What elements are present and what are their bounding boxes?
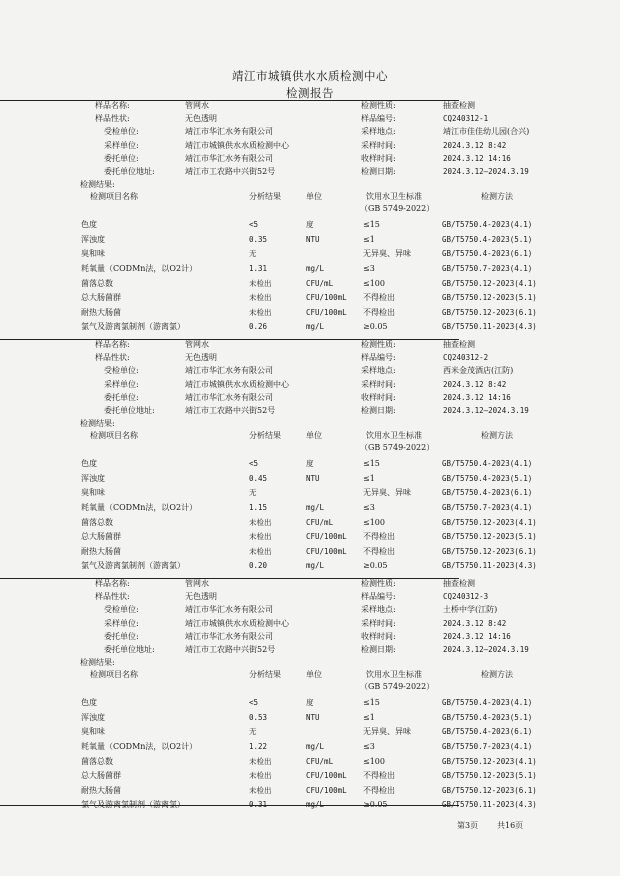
row-item: 色度 bbox=[81, 220, 97, 230]
value-test-nature: 抽查检测 bbox=[443, 340, 475, 349]
label-sample-props: 样品性状: bbox=[95, 592, 130, 602]
row-item: 臭和味 bbox=[81, 249, 105, 259]
row-unit: 度 bbox=[306, 459, 314, 469]
label-sampling-unit: 采样单位: bbox=[104, 140, 139, 150]
row-unit: CFU/100mL bbox=[306, 785, 347, 795]
label-sampling-unit: 采样单位: bbox=[104, 379, 139, 389]
row-result: 1.15 bbox=[249, 503, 268, 512]
col-result: 分析结果 bbox=[249, 431, 281, 441]
row-method: GB/T5750.12-2023(4.1) bbox=[442, 517, 537, 527]
row-item: 耐热大肠菌 bbox=[81, 307, 121, 317]
col-result: 分析结果 bbox=[249, 192, 281, 202]
label-sampling-site: 采样地点: bbox=[361, 605, 396, 615]
row-method: GB/T5750.4-2023(6.1) bbox=[442, 727, 533, 737]
row-standard: 无异臭、异味 bbox=[363, 249, 411, 259]
col-standard-sub: （GB 5749-2022） bbox=[360, 204, 435, 214]
label-sample-name: 样品名称: bbox=[95, 340, 130, 349]
row-result: 未检出 bbox=[249, 307, 272, 317]
label-sample-no: 样品编号: bbox=[361, 353, 396, 363]
row-result: 0.31 bbox=[249, 800, 268, 810]
value-sampling-site: 西米金茂酒店(江防) bbox=[443, 366, 514, 376]
row-unit: CFU/100mL bbox=[306, 307, 347, 317]
row-result: 未检出 bbox=[249, 546, 272, 556]
row-result: 0.26 bbox=[249, 322, 268, 332]
value-sampling-site: 靖江市佳佳幼儿园(合兴) bbox=[443, 127, 530, 137]
row-standard: 无异臭、异味 bbox=[363, 727, 411, 737]
page-total: 共16页 bbox=[497, 821, 524, 830]
row-unit: mg/L bbox=[306, 561, 325, 571]
row-standard: ≤3 bbox=[363, 742, 375, 751]
row-standard: ≤1 bbox=[363, 712, 375, 722]
row-standard: ≥0.05 bbox=[363, 561, 388, 571]
row-method: GB/T5750.12-2023(6.1) bbox=[442, 546, 537, 556]
value-test-date: 2024.3.12—2024.3.19 bbox=[443, 406, 529, 415]
row-unit: 度 bbox=[306, 698, 314, 708]
col-unit: 单位 bbox=[306, 192, 322, 202]
label-sample-props: 样品性状: bbox=[95, 353, 130, 363]
row-result: 未检出 bbox=[249, 517, 272, 527]
row-method: GB/T5750.11-2023(4.3) bbox=[442, 800, 537, 810]
row-method: GB/T5750.4-2023(5.1) bbox=[442, 473, 533, 483]
label-test-nature: 检测性质: bbox=[361, 101, 396, 110]
row-item: 菌落总数 bbox=[81, 517, 113, 527]
value-sample-name: 管网水 bbox=[185, 579, 209, 588]
row-item: 浑浊度 bbox=[81, 712, 105, 722]
row-standard: ≤15 bbox=[363, 459, 380, 469]
col-unit: 单位 bbox=[306, 670, 322, 680]
row-item: 臭和味 bbox=[81, 488, 105, 498]
row-standard: ≤100 bbox=[363, 756, 385, 766]
value-inspected-unit: 靖江市华汇水务有限公司 bbox=[185, 366, 273, 376]
value-sampling-unit: 靖江市城镇供水水质检测中心 bbox=[185, 618, 289, 628]
row-method: GB/T5750.11-2023(4.3) bbox=[442, 322, 537, 332]
row-result: <5 bbox=[249, 459, 259, 469]
row-item: 耗氧量（CODMn法，以O2计） bbox=[81, 503, 198, 512]
col-method: 检测方法 bbox=[481, 670, 513, 680]
row-method: GB/T5750.12-2023(4.1) bbox=[442, 756, 537, 766]
row-method: GB/T5750.4-2023(4.1) bbox=[442, 459, 533, 469]
row-standard: ≥0.05 bbox=[363, 800, 388, 810]
row-method: GB/T5750.12-2023(5.1) bbox=[442, 532, 537, 542]
row-result: 无 bbox=[249, 249, 257, 259]
row-unit: mg/L bbox=[306, 322, 325, 332]
value-receive-time: 2024.3.12 14:16 bbox=[443, 392, 511, 402]
value-sampling-time: 2024.3.12 8:42 bbox=[443, 618, 507, 628]
row-item: 色度 bbox=[81, 459, 97, 469]
row-result: 1.31 bbox=[249, 264, 268, 273]
label-test-date: 检测日期: bbox=[361, 645, 396, 654]
row-standard: ≤1 bbox=[363, 234, 375, 244]
row-result: 未检出 bbox=[249, 785, 272, 795]
label-sample-props: 样品性状: bbox=[95, 114, 130, 124]
col-method: 检测方法 bbox=[481, 431, 513, 441]
results-label: 检测结果: bbox=[80, 180, 115, 190]
row-item: 浑浊度 bbox=[81, 473, 105, 483]
row-standard: 不得检出 bbox=[363, 771, 395, 781]
value-sample-name: 管网水 bbox=[185, 101, 209, 110]
row-unit: CFU/100mL bbox=[306, 293, 347, 303]
row-standard: ≤3 bbox=[363, 503, 375, 512]
label-client-unit: 委托单位: bbox=[104, 631, 139, 641]
row-method: GB/T5750.7-2023(4.1) bbox=[442, 503, 533, 512]
label-inspected-unit: 受检单位: bbox=[104, 605, 139, 615]
value-test-date: 2024.3.12—2024.3.19 bbox=[443, 645, 529, 654]
label-sample-name: 样品名称: bbox=[95, 101, 130, 110]
label-sampling-site: 采样地点: bbox=[361, 127, 396, 137]
row-method: GB/T5750.11-2023(4.3) bbox=[442, 561, 537, 571]
row-unit: NTU bbox=[306, 473, 320, 483]
value-inspected-unit: 靖江市华汇水务有限公司 bbox=[185, 127, 273, 137]
row-result: 0.53 bbox=[249, 712, 268, 722]
label-client-address: 委托单位地址: bbox=[104, 645, 155, 654]
col-item: 检测项目名称 bbox=[90, 192, 138, 202]
row-method: GB/T5750.12-2023(4.1) bbox=[442, 278, 537, 288]
value-client-unit: 靖江市华汇水务有限公司 bbox=[185, 153, 273, 163]
label-test-date: 检测日期: bbox=[361, 167, 396, 176]
col-unit: 单位 bbox=[306, 431, 322, 441]
value-client-unit: 靖江市华汇水务有限公司 bbox=[185, 392, 273, 402]
row-method: GB/T5750.4-2023(6.1) bbox=[442, 488, 533, 498]
row-result: 0.45 bbox=[249, 473, 268, 483]
row-result: 未检出 bbox=[249, 293, 272, 303]
row-result: 1.22 bbox=[249, 742, 268, 751]
label-sampling-time: 采样时间: bbox=[361, 618, 396, 628]
label-client-address: 委托单位地址: bbox=[104, 167, 155, 176]
value-sampling-time: 2024.3.12 8:42 bbox=[443, 379, 507, 389]
value-sample-name: 管网水 bbox=[185, 340, 209, 349]
row-item: 耐热大肠菌 bbox=[81, 546, 121, 556]
row-method: GB/T5750.4-2023(5.1) bbox=[442, 712, 533, 722]
row-item: 总大肠菌群 bbox=[81, 532, 121, 542]
row-item: 耗氧量（CODMn法，以O2计） bbox=[81, 264, 198, 273]
row-result: 未检出 bbox=[249, 532, 272, 542]
value-client-address: 靖江市工农路中兴街52号 bbox=[185, 406, 276, 415]
row-result: 未检出 bbox=[249, 278, 272, 288]
label-receive-time: 收样时间: bbox=[361, 153, 396, 163]
value-test-date: 2024.3.12—2024.3.19 bbox=[443, 167, 529, 176]
value-sample-props: 无色透明 bbox=[185, 592, 217, 602]
row-standard: ≤15 bbox=[363, 220, 380, 230]
row-unit: mg/L bbox=[306, 264, 325, 273]
row-unit: CFU/100mL bbox=[306, 546, 347, 556]
row-unit: mg/L bbox=[306, 503, 325, 512]
row-method: GB/T5750.4-2023(4.1) bbox=[442, 220, 533, 230]
value-sample-no: CQ240312-1 bbox=[443, 114, 489, 124]
row-standard: ≥0.05 bbox=[363, 322, 388, 332]
row-result: 无 bbox=[249, 488, 257, 498]
label-client-address: 委托单位地址: bbox=[104, 406, 155, 415]
col-item: 检测项目名称 bbox=[90, 670, 138, 680]
row-standard: ≤15 bbox=[363, 698, 380, 708]
label-sampling-site: 采样地点: bbox=[361, 366, 396, 376]
value-sampling-unit: 靖江市城镇供水水质检测中心 bbox=[185, 140, 289, 150]
row-unit: 度 bbox=[306, 220, 314, 230]
row-item: 氯气及游离氯制剂（游离氯） bbox=[81, 561, 185, 571]
col-standard: 饮用水卫生标准 bbox=[366, 431, 422, 441]
row-method: GB/T5750.4-2023(6.1) bbox=[442, 249, 533, 259]
row-method: GB/T5750.4-2023(4.1) bbox=[442, 698, 533, 708]
row-item: 浑浊度 bbox=[81, 234, 105, 244]
label-receive-time: 收样时间: bbox=[361, 392, 396, 402]
label-test-nature: 检测性质: bbox=[361, 340, 396, 349]
row-unit: CFU/100mL bbox=[306, 771, 347, 781]
value-sample-no: CQ240312-3 bbox=[443, 592, 489, 602]
row-method: GB/T5750.12-2023(5.1) bbox=[442, 293, 537, 303]
row-standard: ≤3 bbox=[363, 264, 375, 273]
row-item: 臭和味 bbox=[81, 727, 105, 737]
row-method: GB/T5750.7-2023(4.1) bbox=[442, 264, 533, 273]
row-standard: ≤1 bbox=[363, 473, 375, 483]
label-client-unit: 委托单位: bbox=[104, 153, 139, 163]
value-test-nature: 抽查检测 bbox=[443, 579, 475, 588]
row-standard: 不得检出 bbox=[363, 293, 395, 303]
row-unit: mg/L bbox=[306, 800, 325, 810]
value-receive-time: 2024.3.12 14:16 bbox=[443, 153, 511, 163]
results-label: 检测结果: bbox=[80, 658, 115, 668]
row-result: <5 bbox=[249, 698, 259, 708]
row-item: 氯气及游离氯制剂（游离氯） bbox=[81, 322, 185, 332]
value-sample-props: 无色透明 bbox=[185, 353, 217, 363]
row-standard: 无异臭、异味 bbox=[363, 488, 411, 498]
row-result: 0.35 bbox=[249, 234, 268, 244]
row-result: <5 bbox=[249, 220, 259, 230]
label-receive-time: 收样时间: bbox=[361, 631, 396, 641]
row-standard: ≤100 bbox=[363, 278, 385, 288]
col-item: 检测项目名称 bbox=[90, 431, 138, 441]
label-sampling-time: 采样时间: bbox=[361, 140, 396, 150]
value-receive-time: 2024.3.12 14:16 bbox=[443, 631, 511, 641]
label-test-nature: 检测性质: bbox=[361, 579, 396, 588]
row-method: GB/T5750.7-2023(4.1) bbox=[442, 742, 533, 751]
label-sampling-time: 采样时间: bbox=[361, 379, 396, 389]
label-inspected-unit: 受检单位: bbox=[104, 127, 139, 137]
row-standard: 不得检出 bbox=[363, 307, 395, 317]
value-test-nature: 抽查检测 bbox=[443, 101, 475, 110]
row-unit: CFU/mL bbox=[306, 517, 334, 527]
row-item: 总大肠菌群 bbox=[81, 771, 121, 781]
row-unit: CFU/100mL bbox=[306, 532, 347, 542]
row-unit: NTU bbox=[306, 712, 320, 722]
value-sampling-time: 2024.3.12 8:42 bbox=[443, 140, 507, 150]
row-method: GB/T5750.4-2023(5.1) bbox=[442, 234, 533, 244]
value-client-address: 靖江市工农路中兴街52号 bbox=[185, 645, 276, 654]
value-inspected-unit: 靖江市华汇水务有限公司 bbox=[185, 605, 273, 615]
value-sampling-unit: 靖江市城镇供水水质检测中心 bbox=[185, 379, 289, 389]
col-standard-sub: （GB 5749-2022） bbox=[360, 443, 435, 453]
row-standard: ≤100 bbox=[363, 517, 385, 527]
label-sample-no: 样品编号: bbox=[361, 114, 396, 124]
row-standard: 不得检出 bbox=[363, 785, 395, 795]
row-unit: mg/L bbox=[306, 742, 325, 751]
label-test-date: 检测日期: bbox=[361, 406, 396, 415]
label-sampling-unit: 采样单位: bbox=[104, 618, 139, 628]
row-result: 未检出 bbox=[249, 756, 272, 766]
row-item: 总大肠菌群 bbox=[81, 293, 121, 303]
col-standard-sub: （GB 5749-2022） bbox=[360, 682, 435, 692]
row-unit: CFU/mL bbox=[306, 756, 334, 766]
value-sampling-site: 土桥中学(江防) bbox=[443, 605, 498, 615]
label-sample-no: 样品编号: bbox=[361, 592, 396, 602]
row-standard: 不得检出 bbox=[363, 546, 395, 556]
col-result: 分析结果 bbox=[249, 670, 281, 680]
results-label: 检测结果: bbox=[80, 419, 115, 429]
report-title: 检测报告 bbox=[286, 86, 334, 100]
row-unit: NTU bbox=[306, 234, 320, 244]
value-sample-props: 无色透明 bbox=[185, 114, 217, 124]
row-item: 耗氧量（CODMn法，以O2计） bbox=[81, 742, 198, 751]
row-item: 氯气及游离氯制剂（游离氯） bbox=[81, 800, 185, 810]
value-client-address: 靖江市工农路中兴街52号 bbox=[185, 167, 276, 176]
label-sample-name: 样品名称: bbox=[95, 579, 130, 588]
row-method: GB/T5750.12-2023(6.1) bbox=[442, 307, 537, 317]
label-inspected-unit: 受检单位: bbox=[104, 366, 139, 376]
row-method: GB/T5750.12-2023(6.1) bbox=[442, 785, 537, 795]
row-item: 菌落总数 bbox=[81, 756, 113, 766]
row-item: 菌落总数 bbox=[81, 278, 113, 288]
page-number: 第3页 bbox=[457, 821, 479, 830]
row-item: 色度 bbox=[81, 698, 97, 708]
row-result: 无 bbox=[249, 727, 257, 737]
row-method: GB/T5750.12-2023(5.1) bbox=[442, 771, 537, 781]
label-client-unit: 委托单位: bbox=[104, 392, 139, 402]
row-result: 未检出 bbox=[249, 771, 272, 781]
value-sample-no: CQ240312-2 bbox=[443, 353, 489, 363]
value-client-unit: 靖江市华汇水务有限公司 bbox=[185, 631, 273, 641]
col-standard: 饮用水卫生标准 bbox=[366, 670, 422, 680]
row-item: 耐热大肠菌 bbox=[81, 785, 121, 795]
row-unit: CFU/mL bbox=[306, 278, 334, 288]
org-title: 靖江市城镇供水水质检测中心 bbox=[232, 69, 388, 83]
col-method: 检测方法 bbox=[481, 192, 513, 202]
col-standard: 饮用水卫生标准 bbox=[366, 192, 422, 202]
row-standard: 不得检出 bbox=[363, 532, 395, 542]
page-bottom-rule bbox=[0, 805, 459, 806]
row-result: 0.20 bbox=[249, 561, 268, 571]
